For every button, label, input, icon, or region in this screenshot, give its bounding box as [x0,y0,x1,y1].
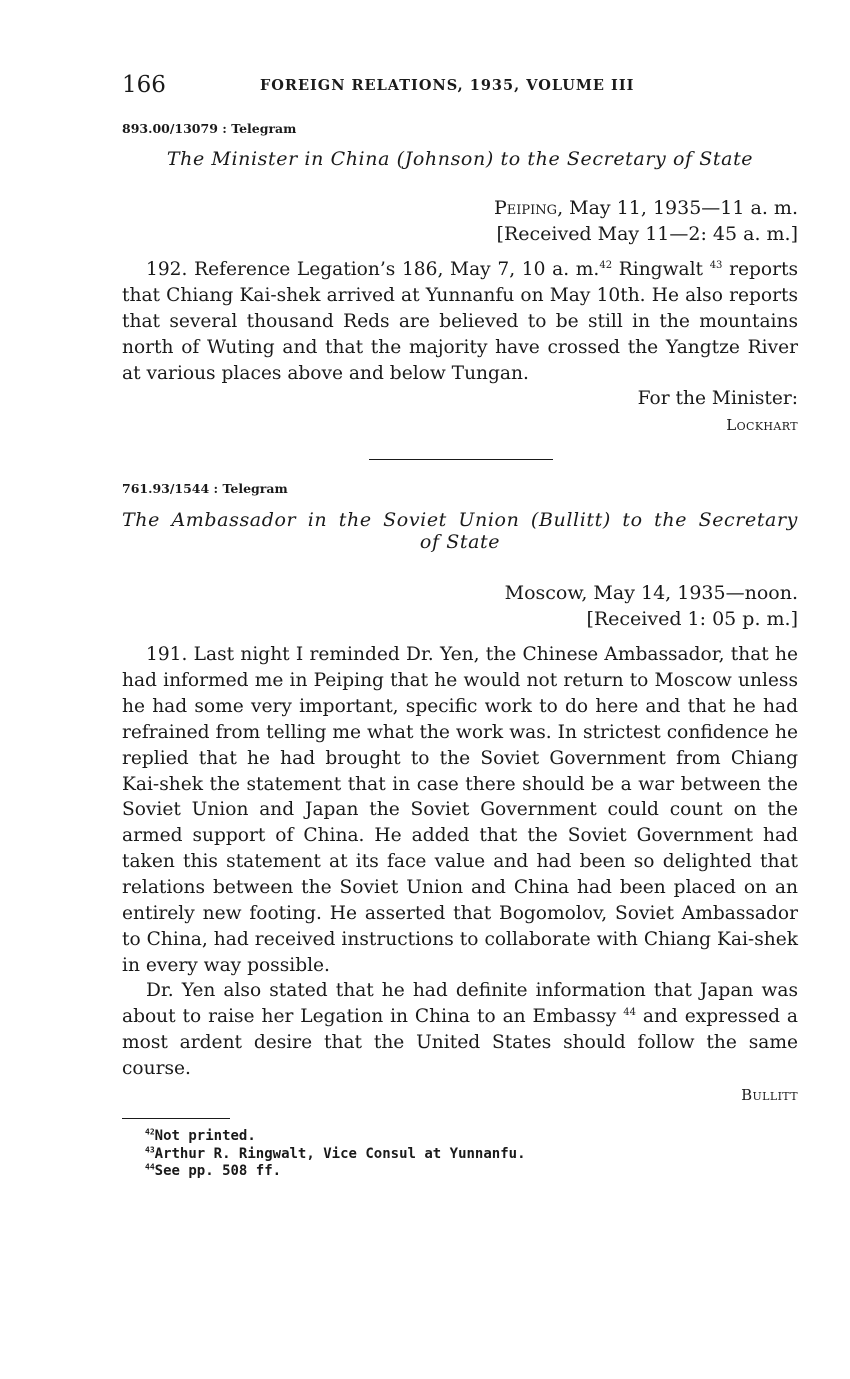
footnote-mark: 44 [145,1162,155,1172]
received-1: [Received May 11—2: 45 a. m.] [496,223,798,245]
heading-2-line-1: The Ambassador in the Soviet Union (Bullitt) to the Secretary [122,509,798,531]
telegram-body-1 [122,257,798,387]
body-3-part-2: and expressed a most ardent desire that the United States should follow the same course. [122,1005,798,1079]
body-1-part-1: 192. Reference Legation’s 186, May 7, 10 a. m. [146,259,600,280]
footnote [145,1128,526,1146]
document-heading-2 [122,509,798,553]
section-divider [369,459,553,460]
signer-2: Bullitt [741,1086,798,1104]
footnote-text: See pp. 508 ff. [154,1163,282,1179]
page-number: 166 [122,72,166,98]
dateline-1 [494,195,798,247]
body-1-part-3: reports that Chiang Kai-shek arrived at Yunnanfu on May 10th. He also reports that several thousand Reds are believed to be still in the mountains north of Wuting and that the majority have crossed the Yangtze River at various places above and below Tungan. [122,259,798,384]
heading-1-suffix: ) to the Secretary of State [485,148,754,170]
file-reference-1: 893.00/13079 : Telegram [122,121,297,136]
signoff-1 [638,386,798,438]
footnote-ref-42: 42 [599,259,613,271]
page-header [122,72,798,102]
closing-1: For the Minister: [637,388,798,409]
file-reference-2: 761.93/1544 : Telegram [122,481,288,496]
footnote [145,1146,526,1164]
heading-2-line-2: of State [419,531,501,553]
footnote-ref-43: 43 [709,259,723,271]
heading-1-name: Johnson [404,148,486,170]
signoff-2 [741,1082,798,1108]
footnote [145,1163,526,1181]
body-3-part-1: Dr. Yen also stated that he had definite information that Japan was about to raise her Legation in China to an Embassy [122,980,798,1027]
heading-1-prefix: The Minister in China ( [166,148,405,170]
footnote-ref-44: 44 [623,1006,636,1018]
footnote-mark: 43 [145,1144,155,1154]
footnotes [145,1128,526,1181]
telegram-body-3 [122,978,798,1082]
running-title: FOREIGN RELATIONS, 1935, VOLUME III [260,77,635,94]
signer-1: Lockhart [726,416,798,434]
dateline-1-main [494,195,798,221]
document-heading-1 [122,148,798,170]
footnote-divider [122,1118,230,1119]
dateline-2-main: Moscow, May 14, 1935—noon. [504,582,798,604]
body-1-part-2: Ringwalt [612,259,710,280]
dateline-2 [505,580,798,632]
dateline-1-place: Peiping [494,197,558,219]
footnote-text: Arthur R. Ringwalt, Vice Consul at Yunnanfu. [154,1145,526,1162]
footnote-mark: 42 [145,1127,155,1137]
footnote-text: Not printed. [154,1128,256,1144]
received-2: [Received 1: 05 p. m.] [586,608,798,630]
dateline-1-date: , May 11, 1935—11 a. m. [557,197,798,219]
telegram-body-2: 191. Last night I reminded Dr. Yen, the Chinese Ambassador, that he had informed me in Peiping that he would not return to Moscow unless he had some very important, specific work to do here and that he had refrained from telling me what the work was. In strictest confidence he replied that he had brought to the Soviet Government from Chiang Kai-shek the statement that in case there should be a war between the Soviet Union and Japan the Soviet Government could count on the armed support of China. He added that the Soviet Government had taken this statement at its face value and had been so delighted that relations between the Soviet Union and China had been placed on an entirely new footing. He asserted that Bogomolov, Soviet Ambassador to China, had received instructions to collaborate with Chiang Kai-shek in every way possible. [122,644,798,976]
